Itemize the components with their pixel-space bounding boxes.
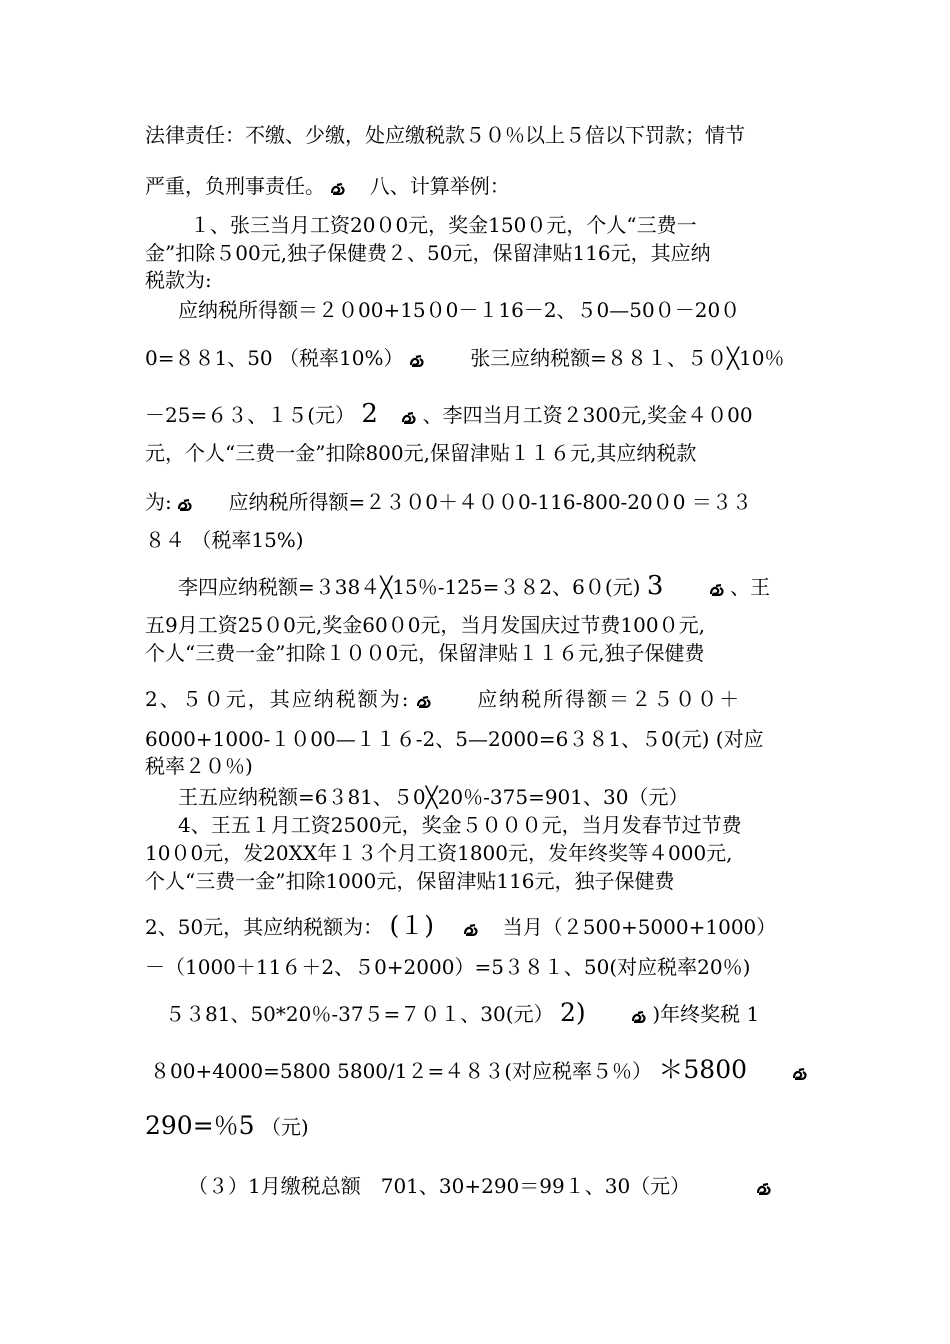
text-line: －（1000＋11６＋2、５0+2000）=5３８１、50(对应税率20％) xyxy=(145,955,751,979)
paragraph-mark-icon xyxy=(464,924,478,936)
text-span: 应纳税所得额=２３０0＋４００0-116-800-20０0 ＝３３ xyxy=(228,490,752,514)
text-span: 0=８８1、50 （税率10%） xyxy=(145,346,404,370)
text-span: ８00+4000=5800 5800/1２=４８３(对应税率５％） xyxy=(150,1059,653,1083)
text-line: 元，个人“三费一金”扣除800元,保留津贴１１６元,其应纳税款 xyxy=(145,441,697,465)
text-line: 金”扣除５00元,独子保健费２、50元，保留津贴116元，其应纳 xyxy=(145,241,711,265)
text-span: 2、50元，其应纳税额为： xyxy=(145,915,384,939)
text-line xyxy=(145,490,752,514)
text-line xyxy=(188,1174,771,1198)
text-span: 李四应纳税额=３38４╳15％-125=３８2、6０(元) xyxy=(178,575,641,599)
text-span: 当月（２500+5000+1000） xyxy=(502,915,777,939)
text-span: 、李四当月工资２300元,奖金４０00 xyxy=(422,403,753,427)
text-span: 严重，负刑事责任。 xyxy=(145,174,325,198)
text-span: 290=％5 xyxy=(145,1111,255,1140)
text-span: 张三应纳税额=８８１、５０╳10％ xyxy=(470,346,785,370)
item-number: (１) xyxy=(389,911,435,940)
paragraph-mark-icon xyxy=(632,1011,646,1023)
text-span: 应纳税所得额＝２５００＋ xyxy=(477,687,742,711)
text-span: ５３81、50*20％-37５=７０１、30(元） xyxy=(165,1002,554,1026)
text-line xyxy=(145,346,784,370)
text-span: 、王 xyxy=(730,575,771,599)
text-line: 五9月工资25０0元,奖金60０0元，当月发国庆过节费100０元, xyxy=(145,613,705,637)
item-number: 2 xyxy=(361,399,378,429)
text-line xyxy=(145,399,753,429)
text-line xyxy=(145,687,741,711)
section-heading: 八、计算举例： xyxy=(369,174,510,198)
text-span: （元) xyxy=(260,1115,309,1139)
paragraph-mark-icon xyxy=(402,412,416,424)
paragraph-mark-icon xyxy=(178,499,192,511)
text-span: ＊5800 xyxy=(658,1055,748,1084)
paragraph-mark-icon xyxy=(757,1183,771,1195)
text-line xyxy=(165,998,760,1027)
text-line: 税款为: xyxy=(145,268,212,292)
paragraph-mark-icon xyxy=(331,183,345,195)
text-line: 应纳税所得额＝２０00+15０0－１16－2、５0—50０－20０ xyxy=(178,298,741,322)
item-number: 2) xyxy=(559,998,586,1027)
text-line: 个人“三费一金”扣除１００0元，保留津贴１１６元,独子保健费 xyxy=(145,641,705,665)
text-span: )年终奖税 1 xyxy=(652,1002,760,1026)
text-line: 个人“三费一金”扣除1000元，保留津贴116元，独子保健费 xyxy=(145,869,675,893)
text-line: ８４ （税率15%) xyxy=(145,528,304,552)
text-line xyxy=(145,1111,309,1140)
text-line xyxy=(178,571,771,601)
text-line: 6000+1000-１０00—１１６-2、5—2000=6３８1、５0(元) (对应 xyxy=(145,727,764,751)
text-span: 2、５０元，其应纳税额为: xyxy=(145,687,411,711)
paragraph-mark-icon xyxy=(793,1068,807,1080)
text-span: －25=６３、１５(元） xyxy=(145,403,356,427)
paragraph-mark-icon xyxy=(710,584,724,596)
text-line xyxy=(150,1055,807,1084)
text-line: 王五应纳税额=6３81、５0╳20％-375=901、30（元） xyxy=(178,785,689,809)
paragraph-mark-icon xyxy=(417,696,431,708)
text-span: 为: xyxy=(145,490,172,514)
text-line xyxy=(145,911,777,940)
text-line xyxy=(145,174,510,198)
text-line: 4、王五１月工资2500元，奖金５０００元，当月发春节过节费 xyxy=(178,813,742,837)
item-number: 3 xyxy=(646,571,664,601)
text-line: 法律责任：不缴、少缴，处应缴税款５０％以上５倍以下罚款；情节 xyxy=(145,123,745,147)
text-line: 税率２０％) xyxy=(145,754,253,778)
text-line: １、张三当月工资20０0元，奖金150０元，个人“三费一 xyxy=(190,213,697,237)
text-line: 10０0元，发20XX年１３个月工资1800元，发年终奖等４000元, xyxy=(145,841,733,865)
text-span: （３）1月缴税总额 701、30+290＝99１、30（元） xyxy=(188,1174,691,1198)
paragraph-mark-icon xyxy=(410,355,424,367)
